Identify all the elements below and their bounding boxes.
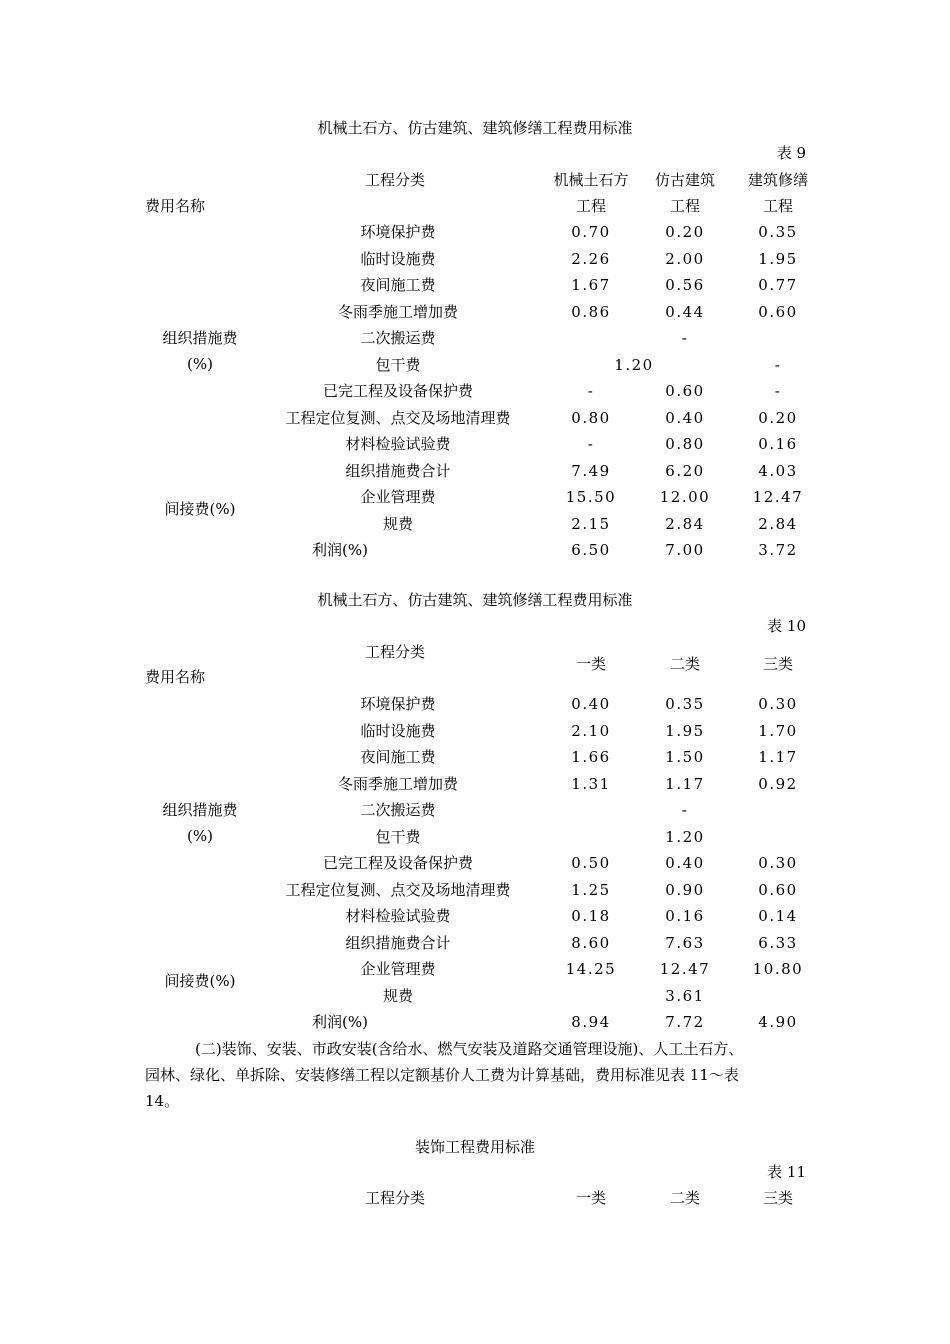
table9-cell: 2.15 — [571, 514, 611, 533]
table9-title: 机械土石方、仿古建筑、建筑修缮工程费用标准 — [317, 119, 633, 137]
table9-cell: 0.70 — [571, 223, 611, 241]
table11-col2-header: 二类 — [669, 1189, 700, 1207]
table9-cell: - — [681, 329, 689, 347]
table10-row-label: 工程定位复测、点交及场地清理费 — [285, 880, 511, 899]
table10-cell: 1.25 — [571, 880, 611, 899]
table9-group1-label-line1: 组织措施费 — [162, 329, 238, 347]
table10-cell: 14.25 — [565, 960, 617, 978]
paragraph-line1: (二)装饰、安装、市政安装(含给水、燃气安装及道路交通管理设施)、人工土石方、 — [195, 1040, 744, 1058]
table10-project-class-header: 工程分类 — [364, 643, 425, 661]
table9-project-class-header: 工程分类 — [364, 171, 425, 189]
table10-cell: 0.50 — [571, 854, 611, 872]
table9-cell: 0.20 — [758, 408, 798, 427]
table9-row-label: 材料检验试验费 — [345, 435, 451, 453]
table9-col2-header-line2: 工程 — [669, 197, 700, 215]
table9-row-label: 工程定位复测、点交及场地清理费 — [285, 408, 511, 427]
table9-cell: 4.03 — [758, 461, 798, 480]
table9-row-label: 夜间施工费 — [360, 276, 436, 294]
table10-cell: 8.94 — [571, 1013, 611, 1031]
table9-cell: 3.72 — [758, 541, 798, 559]
table10-cell: 10.80 — [752, 960, 804, 978]
table9-row-label: 组织措施费合计 — [345, 461, 451, 480]
table10-row-label: 利润(%) — [312, 1013, 368, 1031]
table9-cell: 12.00 — [659, 488, 711, 506]
table9-row-label: 冬雨季施工增加费 — [337, 302, 458, 321]
table10-cell: 0.60 — [758, 880, 798, 899]
table11-label: 表 11 — [767, 1163, 806, 1181]
table11-title: 装饰工程费用标准 — [414, 1138, 535, 1156]
table9-cell: 0.77 — [758, 276, 798, 294]
table10-cell: 0.14 — [758, 907, 798, 925]
table10-cell: 0.40 — [665, 854, 705, 872]
table10-cell: 1.50 — [665, 748, 705, 766]
table10-cell: 7.63 — [665, 933, 705, 952]
table9-row-label: 临时设施费 — [360, 249, 436, 268]
table10-group1-label-line2: (%) — [187, 827, 213, 845]
table9-cell: 0.86 — [571, 302, 611, 321]
table10-cell: 1.17 — [665, 774, 705, 793]
table9-cell: 2.00 — [665, 249, 705, 268]
table10-col2-header: 二类 — [669, 655, 700, 673]
table9-cell: 7.00 — [665, 541, 705, 559]
table9-cell: 0.20 — [665, 223, 705, 241]
table10-cell: 0.16 — [665, 907, 705, 925]
table9-cell: 2.84 — [758, 514, 798, 533]
table10-cell: 3.61 — [665, 986, 705, 1005]
table9-cell: 0.40 — [665, 408, 705, 427]
table10-group1-label-line1: 组织措施费 — [162, 801, 238, 819]
table9-group1-label-line2: (%) — [187, 355, 213, 373]
table9-row-label: 二次搬运费 — [360, 329, 436, 347]
table9-cell: 0.60 — [665, 382, 705, 400]
table9-cell: 0.16 — [758, 435, 798, 453]
table9-cell: 15.50 — [565, 488, 617, 506]
table9-cell: 12.47 — [752, 488, 804, 506]
table9-cell: 0.56 — [665, 276, 705, 294]
table9-cell: 6.20 — [665, 461, 705, 480]
table11-project-class-header: 工程分类 — [364, 1189, 425, 1207]
table10-row-label: 包干费 — [375, 827, 421, 846]
table9-row-label: 利润(%) — [312, 541, 368, 559]
table10-cell: 1.95 — [665, 721, 705, 740]
table9-row-label: 企业管理费 — [360, 488, 436, 506]
table11-col1-header: 一类 — [575, 1189, 606, 1207]
table9-cell: - — [587, 435, 595, 453]
table10-fee-name-header: 费用名称 — [145, 668, 206, 686]
table10-cell: 12.47 — [659, 960, 711, 978]
table10-cell: 0.40 — [571, 695, 611, 713]
table10-label: 表 10 — [767, 617, 806, 635]
table9-col3-header-line1: 建筑修缮 — [747, 171, 808, 189]
table10-cell: 7.72 — [665, 1013, 705, 1031]
table10-title: 机械土石方、仿古建筑、建筑修缮工程费用标准 — [317, 591, 633, 609]
table10-cell: 6.33 — [758, 933, 798, 952]
table11-col3-header: 三类 — [762, 1189, 793, 1207]
table10-col3-header: 三类 — [762, 655, 793, 673]
table10-row-label: 规费 — [382, 986, 413, 1005]
table9-col3-header-line2: 工程 — [762, 197, 793, 215]
table9-cell: 0.44 — [665, 302, 705, 321]
table9-cell: 6.50 — [571, 541, 611, 559]
table10-cell: 2.10 — [571, 721, 611, 740]
table9-col1-header-line1: 机械土石方 — [553, 171, 629, 189]
table10-row-label: 冬雨季施工增加费 — [337, 774, 458, 793]
table10-row-label: 夜间施工费 — [360, 748, 436, 766]
table10-group2-label: 间接费(%) — [164, 972, 236, 990]
table9-col2-header-line1: 仿古建筑 — [654, 171, 715, 189]
table10-cell: 0.30 — [758, 695, 798, 713]
table10-row-label: 已完工程及设备保护费 — [322, 854, 473, 872]
table9-cell: - — [774, 382, 782, 400]
table10-cell: 1.20 — [665, 827, 705, 846]
table9-cell: - — [587, 382, 595, 400]
table9-fee-name-header: 费用名称 — [145, 197, 206, 215]
table9-cell: 1.95 — [758, 249, 798, 268]
table10-cell: 1.66 — [571, 748, 611, 766]
table9-cell: 0.80 — [571, 408, 611, 427]
table9-cell: 0.35 — [758, 223, 798, 241]
paragraph-line2: 园林、绿化、单拆除、安装修缮工程以定额基价人工费为计算基础，费用标准见表 11～表 — [145, 1066, 739, 1084]
table10-row-label: 环境保护费 — [360, 695, 436, 713]
table10-cell: 1.70 — [758, 721, 798, 740]
table9-cell: 0.80 — [665, 435, 705, 453]
table10-cell: 8.60 — [571, 933, 611, 952]
table9-cell: 7.49 — [571, 461, 611, 480]
table9-cell: - — [774, 355, 782, 374]
table9-cell: 2.84 — [665, 514, 705, 533]
table9-group2-label: 间接费(%) — [164, 500, 236, 518]
table10-cell: 1.31 — [571, 774, 611, 793]
table9-label: 表 9 — [776, 144, 806, 162]
table10-row-label: 企业管理费 — [360, 960, 436, 978]
table10-row-label: 临时设施费 — [360, 721, 436, 740]
table9-row-label: 已完工程及设备保护费 — [322, 382, 473, 400]
table10-cell: 0.18 — [571, 907, 611, 925]
table10-row-label: 材料检验试验费 — [345, 907, 451, 925]
table9-cell: 1.67 — [571, 276, 611, 294]
table9-row-label: 规费 — [382, 514, 413, 533]
table10-cell: 0.92 — [758, 774, 798, 793]
table9-col1-header-line2: 工程 — [575, 197, 606, 215]
table9-cell: 2.26 — [571, 249, 611, 268]
table10-col1-header: 一类 — [575, 655, 606, 673]
table9-cell: 1.20 — [614, 355, 654, 374]
table9-row-label: 包干费 — [375, 355, 421, 374]
table10-cell: 1.17 — [758, 748, 798, 766]
table10-cell: 4.90 — [758, 1013, 798, 1031]
table10-row-label: 二次搬运费 — [360, 801, 436, 819]
table10-row-label: 组织措施费合计 — [345, 933, 451, 952]
table10-cell: 0.90 — [665, 880, 705, 899]
table10-cell: - — [681, 801, 689, 819]
table10-cell: 0.30 — [758, 854, 798, 872]
table9-cell: 0.60 — [758, 302, 798, 321]
table9-row-label: 环境保护费 — [360, 223, 436, 241]
table10-cell: 0.35 — [665, 695, 705, 713]
paragraph-line3: 14。 — [145, 1092, 180, 1110]
